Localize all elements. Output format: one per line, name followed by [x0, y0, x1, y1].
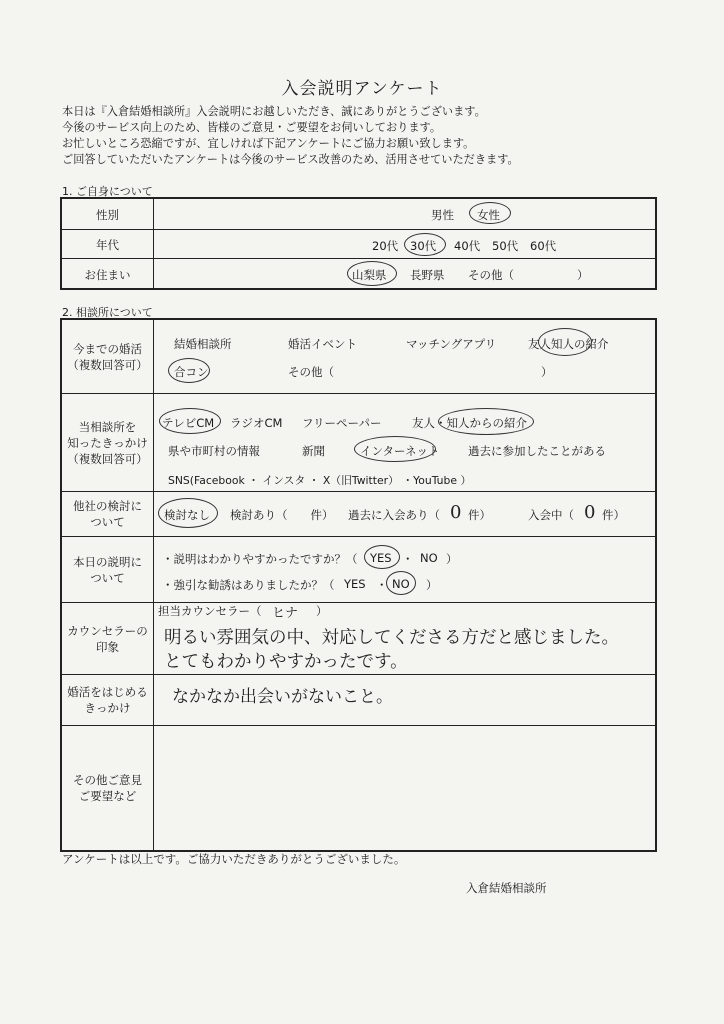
intro-line: お忙しいところ恐縮ですが、宜しければ下記アンケートにご協力お願い致します。	[62, 137, 475, 150]
option-considering[interactable]: 検討あり（ 件）	[230, 508, 334, 522]
age-row	[62, 229, 655, 259]
option-50s[interactable]: 50代	[492, 239, 519, 253]
age-options	[154, 230, 655, 259]
section2-heading: 2. 相談所について	[62, 306, 153, 319]
intro-line: 今後のサービス向上のため、皆様のご意見・ご要望をお伺いしております。	[62, 121, 442, 134]
option-not-considering[interactable]: 検討なし	[164, 508, 210, 522]
option-other[interactable]: その他（	[288, 365, 334, 379]
selection-circle	[159, 408, 221, 434]
today-label: 本日の説明に ついて	[62, 537, 154, 602]
option-internet[interactable]: インターネット	[360, 444, 440, 458]
option-freepaper[interactable]: フリーペーパー	[302, 416, 382, 430]
option-friend-intro[interactable]: 友人知人の紹介	[528, 337, 609, 351]
option-tv[interactable]: テレビCM	[162, 416, 215, 430]
selection-circle	[386, 571, 416, 595]
counselor-comment-line: とてもわかりやすかったです。	[164, 652, 408, 672]
option-gokon[interactable]: 合コン	[174, 365, 209, 379]
option-municipal[interactable]: 県や市町村の情報	[168, 444, 260, 458]
option-current-close: 件）	[602, 508, 625, 522]
counselor-name: ヒナ	[272, 606, 299, 621]
option-male[interactable]: 男性	[431, 208, 454, 222]
intro-text	[62, 104, 682, 168]
answer-no[interactable]: NO	[420, 551, 438, 565]
trigger-row	[62, 674, 655, 725]
selection-circle	[158, 498, 218, 528]
gender-label: 性別	[62, 199, 154, 230]
answer-no[interactable]: NO	[392, 577, 410, 591]
selection-circle	[347, 261, 397, 286]
today-row	[62, 536, 655, 602]
past-joined-count: 0	[450, 502, 462, 523]
option-event[interactable]: 婚活イベント	[288, 337, 357, 351]
option-yamanashi[interactable]: 山梨県	[352, 268, 387, 282]
agency-signature: 入倉結婚相談所	[466, 881, 547, 895]
question-pressure: ・強引な勧誘はありましたか？（	[162, 578, 335, 592]
option-30s[interactable]: 30代	[410, 239, 437, 253]
selection-circle	[438, 408, 534, 435]
age-label: 年代	[62, 230, 154, 259]
residence-label: お住まい	[62, 259, 154, 290]
option-other[interactable]: その他（	[468, 268, 514, 282]
selection-circle	[538, 328, 592, 356]
option-nagano[interactable]: 長野県	[410, 268, 445, 282]
option-past-participation[interactable]: 過去に参加したことがある	[468, 444, 606, 458]
current-count: 0	[584, 502, 596, 523]
option-past-joined-close: 件）	[468, 508, 491, 522]
trigger-answer-cell	[154, 675, 655, 725]
answer-separator: ・	[376, 578, 388, 592]
option-female[interactable]: 女性	[477, 208, 500, 222]
other-agencies-label: 他社の検討に ついて	[62, 492, 154, 536]
option-current[interactable]: 入会中（	[528, 508, 574, 522]
intro-line: ご回答していただいたアンケートは今後のサービス改善のため、活用させていただきます。	[62, 153, 519, 166]
selection-circle	[404, 233, 446, 256]
trigger-label: 婚活をはじめる きっかけ	[62, 675, 154, 725]
option-past-joined[interactable]: 過去に入会あり（	[348, 508, 440, 522]
discovery-options	[154, 394, 655, 491]
today-questions	[154, 537, 655, 602]
answer-yes[interactable]: YES	[344, 577, 366, 591]
option-newspaper[interactable]: 新聞	[302, 444, 325, 458]
selection-circle	[168, 358, 210, 383]
other-comments-label: その他ご意見 ご要望など	[62, 726, 154, 850]
other-agencies-options	[154, 492, 655, 536]
option-other-close: ）	[577, 268, 589, 282]
other-agencies-row	[62, 491, 655, 536]
counselor-row	[62, 602, 655, 674]
other-comments-cell[interactable]	[154, 726, 655, 850]
discovery-row	[62, 393, 655, 491]
past-activities-row	[62, 320, 655, 393]
question-clarity: ・説明はわかりやすかったですか？（	[162, 552, 358, 566]
answer-separator: ・	[402, 552, 414, 566]
section2-table	[60, 318, 657, 852]
gender-options	[154, 199, 655, 230]
counselor-name-close: ）	[316, 604, 328, 618]
footer-text: アンケートは以上です。ご協力いただきありがとうございました。	[62, 852, 406, 866]
past-activities-options	[154, 320, 655, 393]
answer-close: ）	[426, 578, 438, 592]
option-40s[interactable]: 40代	[454, 239, 481, 253]
gender-row	[62, 199, 655, 230]
counselor-name-label: 担当カウンセラー（	[158, 604, 262, 618]
discovery-label: 当相談所を 知ったきっかけ （複数回答可）	[62, 394, 154, 491]
selection-circle	[354, 436, 436, 462]
option-app[interactable]: マッチングアプリ	[406, 337, 497, 351]
intro-line: 本日は『入倉結婚相談所』入会説明にお越しいただき、誠にありがとうございます。	[62, 105, 486, 118]
section1-heading: 1. ご自身について	[62, 185, 153, 198]
option-20s[interactable]: 20代	[372, 239, 399, 253]
residence-row	[62, 258, 655, 290]
counselor-comment-line: 明るい雰囲気の中、対応してくださる方だと感じました。	[164, 628, 619, 648]
option-60s[interactable]: 60代	[530, 239, 557, 253]
residence-options	[154, 259, 655, 290]
page-title: 入会説明アンケート	[281, 79, 443, 99]
selection-circle	[364, 545, 400, 569]
section1-table	[60, 197, 657, 290]
option-radio[interactable]: ラジオCM	[230, 416, 283, 430]
other-comments-row	[62, 725, 655, 850]
counselor-label: カウンセラーの 印象	[62, 603, 154, 674]
option-other-close: ）	[541, 365, 553, 379]
counselor-answer	[154, 603, 655, 674]
option-friend-referral[interactable]: 友人・知人からの紹介	[412, 416, 527, 430]
past-activities-label: 今までの婚活 （複数回答可）	[62, 320, 154, 393]
option-agency[interactable]: 結婚相談所	[174, 337, 232, 351]
answer-close: ）	[446, 552, 458, 566]
option-sns[interactable]: SNS(Facebook ・ インスタ ・ X（旧Twitter） ・YouTube ）	[168, 474, 472, 487]
selection-circle	[469, 202, 511, 224]
answer-yes[interactable]: YES	[370, 551, 392, 565]
trigger-answer: なかなか出会いがないこと。	[172, 687, 393, 707]
